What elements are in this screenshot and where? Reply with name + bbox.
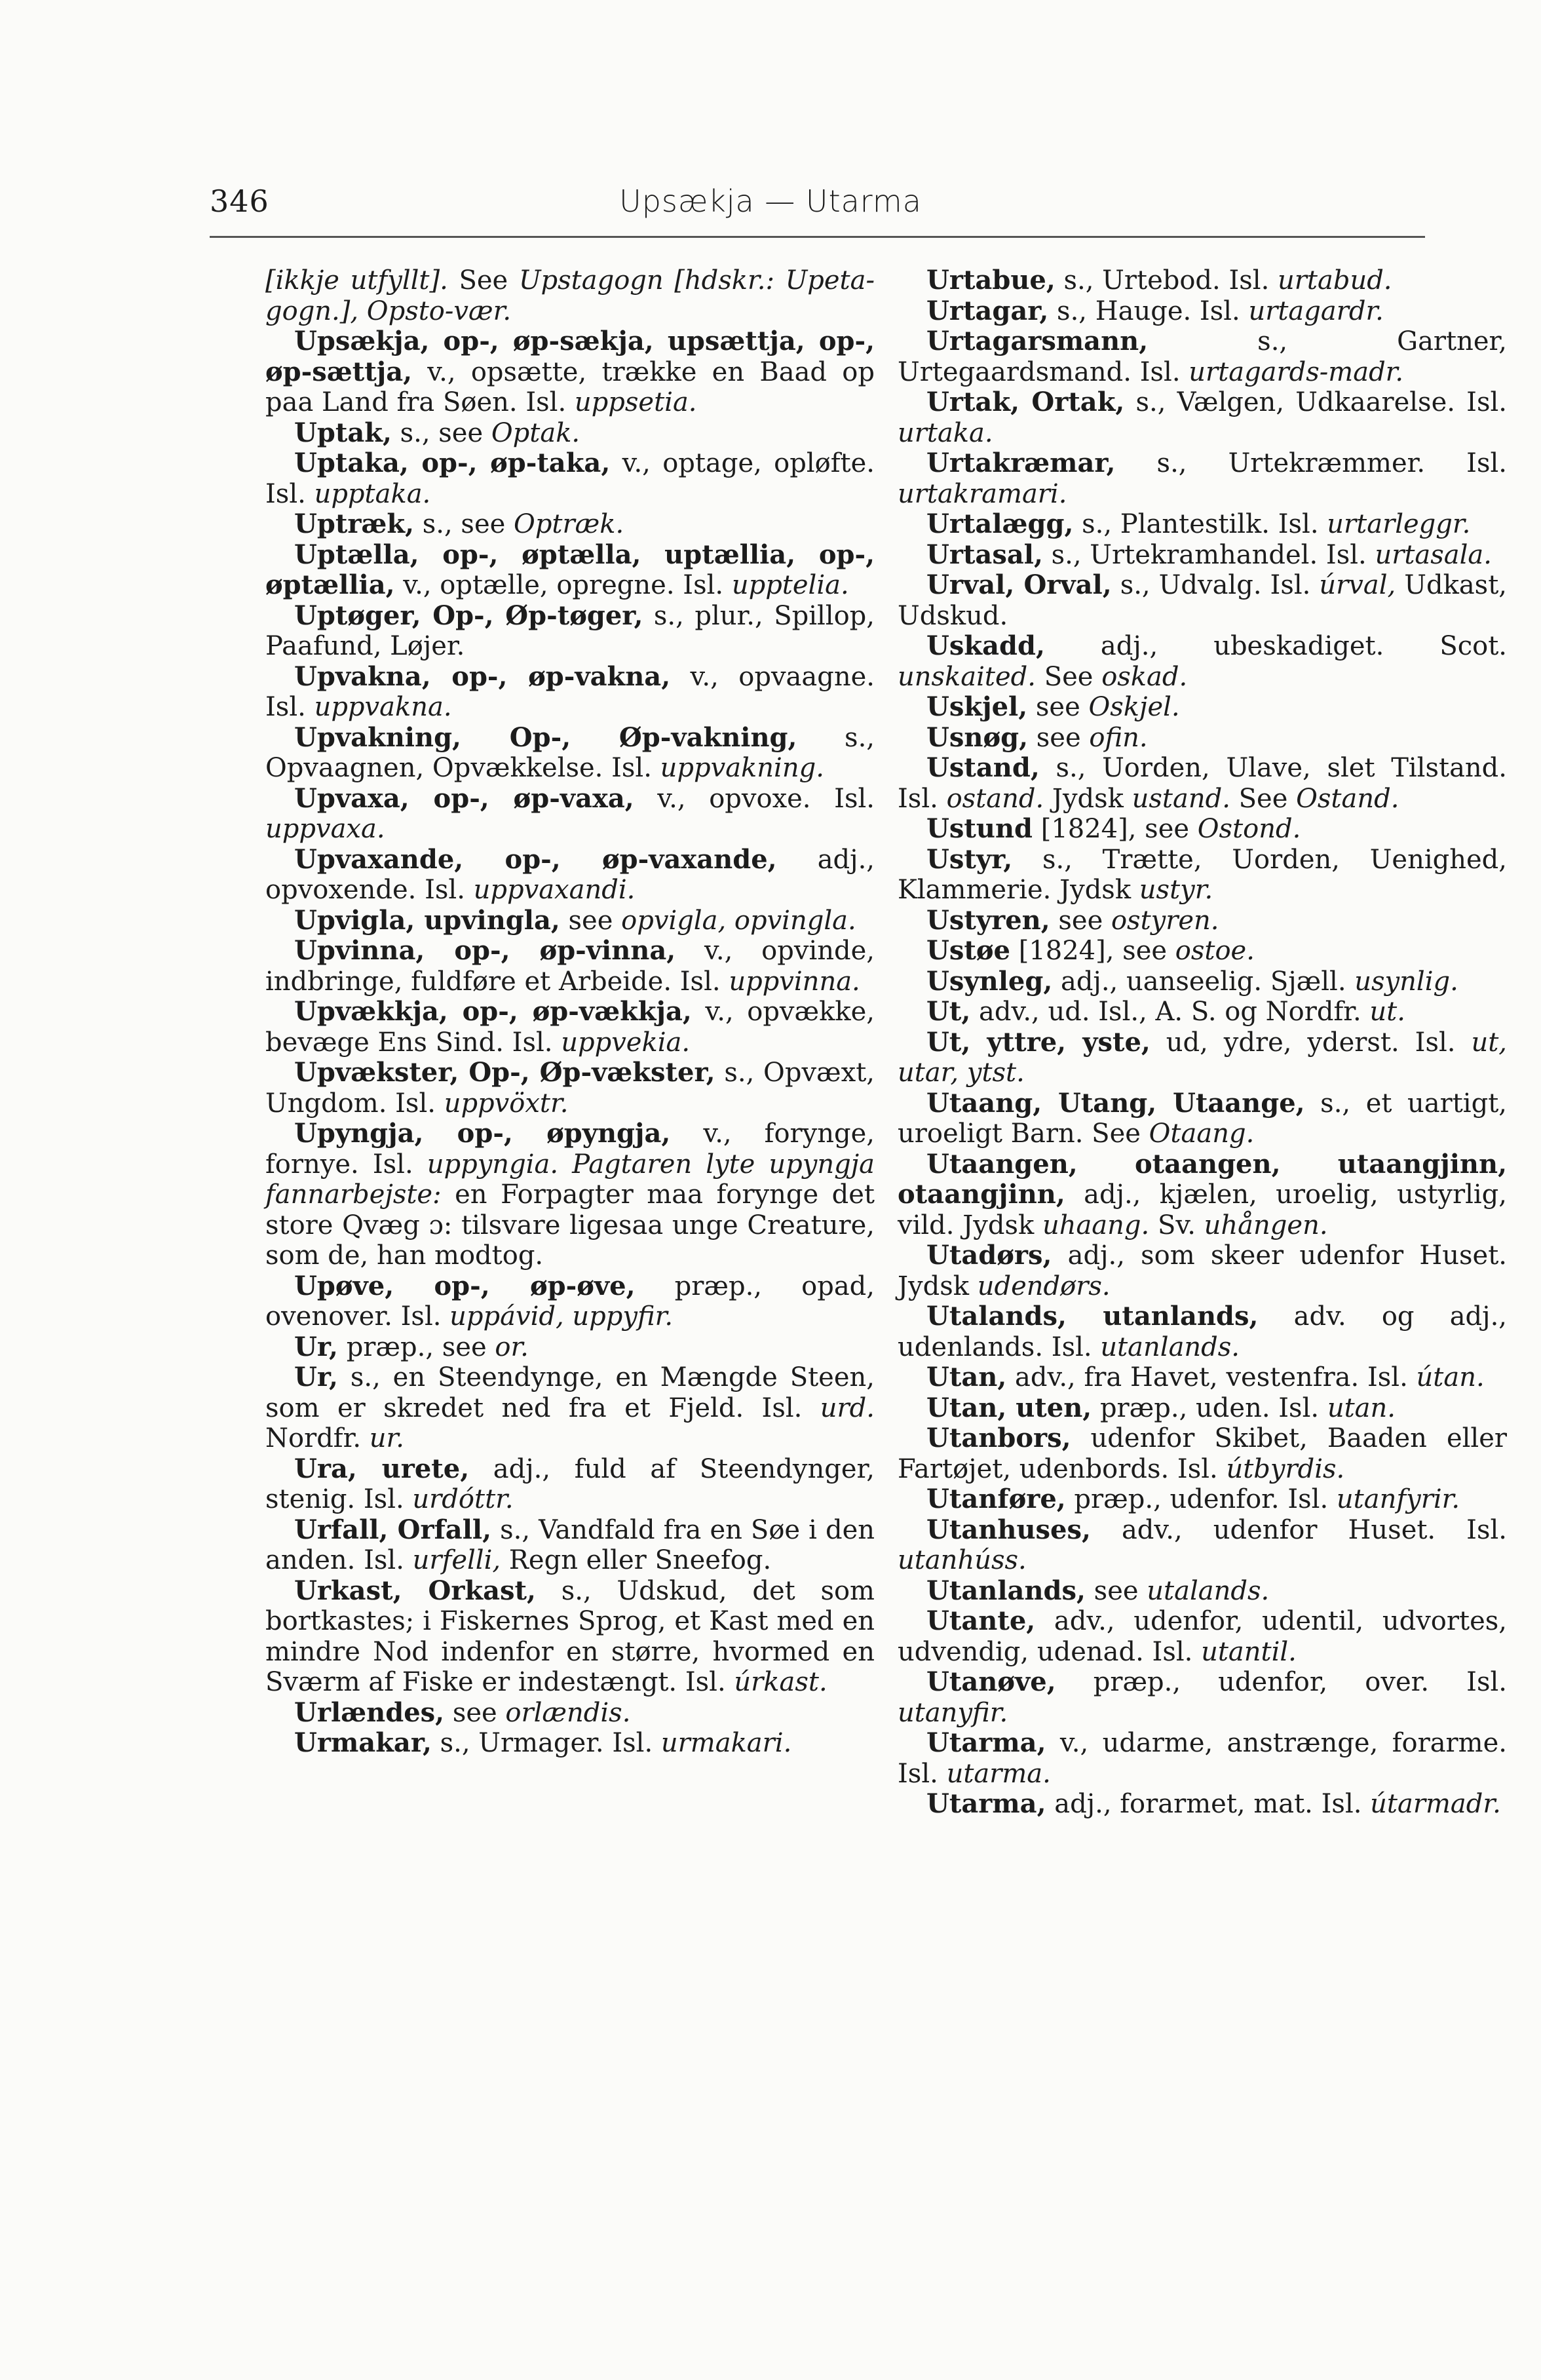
headword: Usnøg,	[926, 721, 1029, 753]
italic-text: uppvinna.	[729, 966, 860, 997]
dictionary-entry	[898, 1088, 1507, 1149]
dictionary-entry	[898, 1423, 1507, 1484]
italic-text: urtabud.	[1278, 265, 1392, 296]
italic-text: urtarleggr.	[1327, 509, 1471, 539]
dictionary-entry	[265, 265, 875, 326]
headword: Ustøe	[926, 935, 1011, 966]
italic-text: ut.	[1369, 997, 1405, 1027]
italic-text: urfelli,	[412, 1545, 501, 1575]
definition-text: see	[1050, 905, 1111, 936]
definition-text: s., plur., Spillop, Paafund, Løjer.	[265, 600, 875, 661]
dictionary-entry	[265, 1119, 875, 1271]
dictionary-entry	[898, 1484, 1507, 1515]
italic-text: opvigla, opvingla.	[621, 905, 856, 936]
definition-text: See	[1036, 661, 1102, 692]
dictionary-entry	[898, 1027, 1507, 1088]
dictionary-entry	[898, 631, 1507, 692]
definition-text: adv., fra Havet, vestenfra. Isl.	[1006, 1362, 1417, 1392]
definition-text: [1824], see	[1033, 814, 1198, 844]
definition-text: see	[1085, 1575, 1147, 1606]
italic-text: uppsetia.	[574, 387, 697, 417]
definition-text: præp., udenfor. Isl.	[1065, 1484, 1337, 1514]
dictionary-entry	[265, 723, 875, 784]
dictionary-entry	[265, 936, 875, 997]
dictionary-entry	[898, 326, 1507, 387]
italic-text: ut, utar, ytst.	[898, 1027, 1507, 1088]
definition-text: s., Gartner, Urtegaardsmand. Isl.	[898, 326, 1507, 387]
headword: Urtasal,	[926, 539, 1043, 570]
definition-text: udenfor Skibet, Baaden eller Fartøjet, udenbords. Isl.	[898, 1423, 1507, 1484]
definition-text: adj., kjælen, uroelig, ustyrlig, vild. Jydsk	[898, 1180, 1507, 1240]
dictionary-entry	[898, 1515, 1507, 1576]
headword: Upvakning, Op-, Øp-vakning,	[294, 721, 797, 753]
headword: Utarma,	[926, 1788, 1046, 1819]
dictionary-entry	[898, 387, 1507, 448]
headword: Utante,	[926, 1605, 1036, 1636]
italic-text: urmakari.	[660, 1728, 792, 1758]
italic-text: uppyngia. Pagtaren lyte upyngja fannarbejste:	[265, 1149, 875, 1210]
definition-text: adv., udenfor, udentil, udvortes, udvendig, udenad. Isl.	[898, 1606, 1507, 1667]
definition-text: see	[560, 905, 622, 936]
headword: Urlændes,	[294, 1697, 445, 1728]
definition-text: s., Vandfald fra en Søe i den anden. Isl.	[265, 1514, 875, 1575]
definition-text: præp., see	[337, 1332, 495, 1362]
headword: Urmakar,	[294, 1727, 432, 1758]
italic-text: úrkast.	[734, 1667, 828, 1697]
italic-text: uppvakna.	[314, 692, 452, 722]
italic-text: urtasala.	[1375, 539, 1492, 570]
definition-text: s., Trætte, Uorden, Uenighed, Klammerie. Jydsk	[898, 844, 1507, 905]
italic-text: ustyr.	[1139, 875, 1213, 905]
dictionary-entry	[898, 997, 1507, 1027]
definition-text: v., optage, opløfte. Isl.	[265, 448, 875, 509]
headword: Uskjel,	[926, 691, 1028, 722]
italic-text: utanlands.	[1100, 1332, 1240, 1362]
italic-text: oskad.	[1101, 661, 1188, 692]
headword: Urtakræmar,	[926, 448, 1116, 478]
headword: Uptaka, op-, øp-taka,	[294, 448, 611, 478]
headword: Urtalægg,	[926, 509, 1074, 539]
definition-text: adj., opvoxende. Isl.	[265, 844, 875, 905]
italic-text: uppávid, uppyfir.	[449, 1301, 674, 1332]
definition-text: v., opsætte, trække en Baad op paa Land fra Søen. Isl.	[265, 356, 875, 417]
headword: Ur,	[294, 1331, 338, 1362]
headword: Upøve, op-, øp-øve,	[294, 1270, 636, 1301]
dictionary-entry	[898, 906, 1507, 936]
dictionary-entry	[265, 662, 875, 723]
italic-text: ofin.	[1089, 722, 1148, 753]
italic-text: Otaang.	[1149, 1119, 1255, 1149]
page-number: 346	[210, 183, 269, 219]
headword: Utanbors,	[926, 1423, 1071, 1453]
italic-text: utanfyrir.	[1336, 1484, 1460, 1514]
italic-text: uppvakning.	[660, 753, 824, 783]
headword: Utanlands,	[926, 1575, 1086, 1606]
headword: Utadørs,	[926, 1240, 1052, 1271]
dictionary-entry	[265, 418, 875, 449]
dictionary-entry	[898, 967, 1507, 997]
dictionary-entry	[898, 814, 1507, 845]
definition-text: s., Opvæxt, Ungdom. Isl.	[265, 1058, 875, 1119]
dictionary-entry	[265, 1576, 875, 1698]
definition-text: præp., opad, ovenover. Isl.	[265, 1271, 875, 1332]
definition-text: s., Urtebod. Isl.	[1055, 265, 1278, 296]
dictionary-entry	[265, 1362, 875, 1454]
headword: Utan,	[926, 1362, 1007, 1392]
dictionary-entry	[265, 1454, 875, 1515]
dictionary-entry	[898, 540, 1507, 571]
definition-text: adv., udenfor Huset. Isl.	[1090, 1514, 1507, 1545]
headword: Upsækja, op-, øp-sækja, upsættja, op-, øp-sættja,	[265, 326, 875, 387]
italic-text: úrval,	[1319, 570, 1396, 600]
headword: Urtabue,	[926, 265, 1056, 296]
italic-text: udendørs.	[977, 1271, 1111, 1301]
headword: Upvækkja, op-, øp-vækkja,	[294, 996, 692, 1027]
italic-text: uppvaxa.	[265, 814, 385, 844]
dictionary-entry	[898, 1149, 1507, 1241]
italic-text: upptaka.	[314, 478, 431, 509]
dictionary-entry	[898, 723, 1507, 754]
headword: Uskadd,	[926, 630, 1045, 661]
dictionary-entry	[898, 1301, 1507, 1362]
italic-text: útarmadr.	[1370, 1789, 1501, 1819]
headword: Utalands, utanlands,	[926, 1301, 1259, 1332]
dictionary-entry	[898, 1667, 1507, 1728]
dictionary-entry	[265, 601, 875, 662]
italic-text: uhaang.	[1042, 1210, 1150, 1240]
italic-text: urtagardr.	[1248, 296, 1384, 326]
headword: Ur,	[294, 1362, 338, 1392]
headword: Urfall, Orfall,	[294, 1514, 492, 1545]
dictionary-entry	[898, 509, 1507, 540]
italic-text: Optak.	[491, 417, 580, 448]
headword: Urtagar,	[926, 295, 1049, 326]
definition-text: præp., uden. Isl.	[1092, 1392, 1327, 1423]
dictionary-entry	[265, 845, 875, 906]
dictionary-entry	[898, 1728, 1507, 1789]
definition-text: adj., som skeer udenfor Huset. Jydsk	[898, 1240, 1507, 1301]
headword: Upvigla, upvingla,	[294, 904, 560, 936]
italic-text: urtaka.	[898, 417, 993, 448]
definition-text: Nordfr.	[265, 1423, 370, 1453]
dictionary-entry	[898, 753, 1507, 814]
italic-text: uppvaxandi.	[473, 875, 636, 905]
headword: Utaang, Utang, Utaange,	[926, 1087, 1305, 1119]
dictionary-entry	[898, 265, 1507, 296]
dictionary-entry	[898, 296, 1507, 327]
dictionary-entry	[898, 570, 1507, 631]
page-header	[0, 183, 1541, 236]
definition-text: s., en Steendynge, en Mængde Steen, som er skredet ned fra et Fjeld. Isl.	[265, 1362, 875, 1423]
headword: Ut,	[926, 996, 971, 1027]
italic-text: Optræk.	[514, 509, 624, 539]
definition-text: Udkast, Udskud.	[898, 570, 1508, 631]
definition-text: s., Udvalg. Isl.	[1111, 570, 1320, 600]
italic-text: Ostond.	[1197, 814, 1301, 844]
definition-text: v., forynge, fornye. Isl.	[265, 1119, 875, 1180]
definition-text: s., Uorden, Ulave, slet Tilstand. Isl.	[898, 753, 1507, 814]
headword: Upvaxande, op-, øp-vaxande,	[294, 843, 777, 875]
definition-text: v., opvoxe. Isl.	[634, 783, 875, 814]
dictionary-entry	[898, 1789, 1507, 1820]
headword: Utanføre,	[926, 1484, 1066, 1514]
italic-text: ur.	[369, 1423, 404, 1453]
headword: Uptræk,	[294, 509, 415, 539]
definition-text: v., opvække, bevæge Ens Sind. Isl.	[265, 997, 875, 1058]
headword: Uptak,	[294, 417, 392, 448]
dictionary-entry	[265, 1728, 875, 1759]
definition-text: s., Urmager. Isl.	[431, 1728, 661, 1758]
definition-text: see	[1028, 722, 1090, 753]
dictionary-entry	[265, 448, 875, 509]
dictionary-entry	[898, 1393, 1507, 1424]
definition-text: v., opvaagne. Isl.	[265, 661, 875, 722]
italic-text: unskaited.	[898, 661, 1036, 692]
dictionary-entry	[898, 692, 1507, 723]
italic-text: útan.	[1416, 1362, 1485, 1392]
headword: Utarma,	[926, 1727, 1046, 1758]
headword: Ustyren,	[926, 904, 1050, 936]
definition-text: Regn eller Sneefog.	[501, 1545, 772, 1575]
dictionary-entry	[265, 1698, 875, 1729]
italic-text: utantil.	[1201, 1636, 1297, 1667]
dictionary-entry	[265, 784, 875, 845]
definition-text: adj., fuld af Steendynger, stenig. Isl.	[265, 1453, 875, 1514]
dictionary-entry	[898, 936, 1507, 967]
definition-text: s., Hauge. Isl.	[1048, 296, 1249, 326]
headword: Ustand,	[926, 752, 1040, 783]
italic-text: utan.	[1327, 1392, 1396, 1423]
headword: Urtak, Ortak,	[926, 387, 1125, 417]
definition-text: s., Urtekræmmer. Isl.	[1115, 448, 1507, 478]
right-column	[898, 265, 1507, 1820]
dictionary-entry	[265, 326, 875, 418]
dictionary-entry	[898, 1606, 1507, 1667]
definition-text: adj., uanseelig. Sjæll.	[1052, 966, 1355, 997]
headword: Ura, urete,	[294, 1453, 470, 1484]
headword: Utaangen, otaangen, utaangjinn, otaangjinn,	[898, 1148, 1507, 1210]
italic-text: utalands.	[1147, 1575, 1270, 1606]
dictionary-entry	[265, 540, 875, 601]
italic-text: uhången.	[1204, 1210, 1328, 1240]
definition-text: see	[1027, 692, 1089, 722]
definition-text: s., see	[391, 417, 491, 448]
definition-text: adv., ud. Isl., A. S. og Nordfr.	[970, 997, 1370, 1027]
definition-text: see	[444, 1697, 506, 1728]
headword: Usynleg,	[926, 965, 1053, 997]
definition-text: adv. og adj., udenlands. Isl.	[898, 1301, 1507, 1362]
definition-text: præp., udenfor, over. Isl.	[1056, 1667, 1507, 1697]
headword: Upvinna, op-, øp-vinna,	[294, 935, 676, 966]
dictionary-entry	[265, 1271, 875, 1332]
dictionary-entry	[265, 509, 875, 540]
dictionary-entry	[265, 997, 875, 1058]
italic-text: ustand.	[1132, 783, 1230, 814]
headword: Utanøve,	[926, 1666, 1056, 1697]
headword: Upvækster, Op-, Øp-vækster,	[294, 1057, 715, 1088]
definition-text: s., Plantestilk. Isl.	[1073, 509, 1327, 539]
italic-text: urtagards-madr.	[1189, 356, 1404, 387]
dictionary-entry	[265, 906, 875, 936]
italic-text: ostyren.	[1111, 905, 1219, 936]
italic-text: urtakramari.	[898, 478, 1067, 509]
italic-text: urd.	[820, 1392, 875, 1423]
italic-text: Oskjel.	[1088, 692, 1180, 722]
italic-text: Ostand.	[1296, 783, 1399, 814]
italic-text: orlændis.	[505, 1697, 631, 1728]
dictionary-entry	[265, 1058, 875, 1119]
headword: Upyngja, op-, øpyngja,	[294, 1118, 671, 1149]
headword: Ustund	[926, 813, 1033, 844]
definition-text: s., Vælgen, Udkaarelse. Isl.	[1124, 387, 1507, 417]
headword: Upvaxa, op-, øp-vaxa,	[294, 782, 634, 814]
header-rule	[210, 236, 1425, 238]
definition-text: s., Opvaagnen, Opvækkelse. Isl.	[265, 722, 875, 783]
italic-text: usynlig.	[1354, 966, 1458, 997]
italic-text: or.	[495, 1332, 529, 1362]
definition-text: s., et uartigt, uroeligt Barn. See	[898, 1088, 1507, 1149]
headword: Utan, uten,	[926, 1392, 1092, 1423]
definition-text: v., udarme, anstrænge, forarme. Isl.	[898, 1728, 1507, 1789]
dictionary-entry	[898, 845, 1507, 906]
definition-text: adj., forarmet, mat. Isl.	[1046, 1789, 1371, 1819]
italic-text: ostand.	[946, 783, 1044, 814]
italic-text: utanyfir.	[898, 1697, 1008, 1728]
headword: Upvakna, op-, øp-vakna,	[294, 661, 671, 692]
headword: Urkast, Orkast,	[294, 1575, 536, 1606]
italic-text: utanhúss.	[898, 1545, 1027, 1575]
headword: Uptælla, op-, øptælla, uptællia, op-, øptællia,	[265, 539, 875, 600]
running-title: Upsækja — Utarma	[619, 183, 922, 219]
definition-text: en Forpagter maa forynge det store Qvæg ɔ: tilsvare ligesaa unge Creature, som de, han modtog.	[265, 1180, 875, 1271]
definition-text: Sv.	[1149, 1210, 1204, 1240]
left-column	[265, 265, 875, 1759]
definition-text: v., optælle, opregne. Isl.	[394, 570, 732, 600]
dictionary-entry	[898, 1362, 1507, 1393]
dictionary-entry	[265, 1332, 875, 1363]
italic-text: ostoe.	[1175, 936, 1255, 966]
italic-text: útbyrdis.	[1226, 1453, 1345, 1484]
italic-text: Upstagogn [hdskr.: Upeta-gogn.], Opsto-vær.	[265, 265, 875, 326]
italic-text: uppvekia.	[561, 1027, 691, 1058]
headword: Urtagarsmann,	[926, 326, 1149, 356]
dictionary-entry	[898, 1240, 1507, 1301]
italic-text: urdóttr.	[412, 1484, 514, 1514]
headword: Urval, Orval,	[926, 569, 1112, 600]
dictionary-entry	[898, 448, 1507, 509]
dictionary-entry	[898, 1576, 1507, 1607]
headword: Ut, yttre, yste,	[926, 1026, 1151, 1058]
italic-text: [ikkje utfyllt].	[265, 265, 459, 296]
dictionary-entry	[265, 1515, 875, 1576]
definition-text: Jydsk	[1044, 783, 1132, 814]
headword: Ustyr,	[926, 843, 1013, 875]
italic-text: utarma.	[946, 1758, 1051, 1789]
definition-text: s., Udskud, det som bortkastes; i Fiskernes Sprog, et Kast med en mindre Nod indenfor en større, hvormed en Sværm af Fiske er indestængt. Isl.	[265, 1575, 875, 1697]
definition-text: adj., ubeskadiget. Scot.	[1044, 631, 1507, 661]
italic-text: uppvöxtr.	[444, 1088, 569, 1119]
definition-text: See	[1230, 783, 1297, 814]
definition-text: ud, ydre, yderst. Isl.	[1150, 1027, 1472, 1058]
definition-text: See	[459, 265, 519, 296]
headword: Utanhuses,	[926, 1514, 1091, 1545]
headword: Uptøger, Op-, Øp-tøger,	[294, 600, 643, 631]
definition-text: s., Urtekramhandel. Isl.	[1042, 539, 1375, 570]
definition-text: [1824], see	[1010, 936, 1175, 966]
italic-text: upptelia.	[731, 570, 849, 600]
definition-text: s., see	[414, 509, 514, 539]
definition-text: v., opvinde, indbringe, fuldføre et Arbeide. Isl.	[265, 936, 875, 997]
